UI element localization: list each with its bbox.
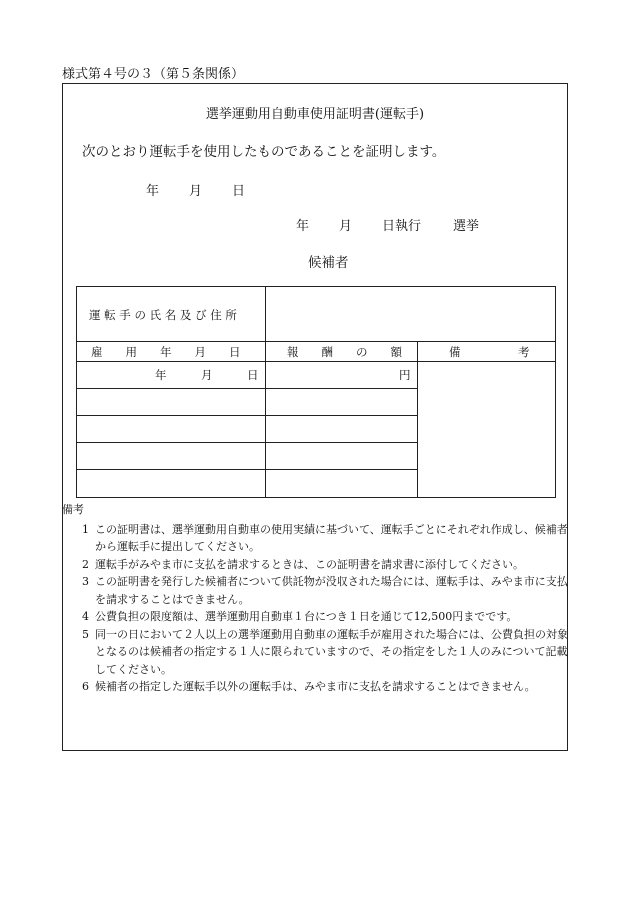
- table-rule: [77, 415, 417, 416]
- note-item: 5 同一の日において２人以上の選挙運動用自動車の運転手が雇用された場合には、公費負担の対象となるのは候補者の指定する１人に限られていますので、その指定をした１人のみについて記載してください。: [82, 627, 568, 676]
- note-item: 2 運転手がみやま市に支払を請求するときは、この証明書を請求書に添付してください。: [82, 557, 524, 571]
- notes-heading: 備考: [62, 503, 84, 516]
- driver-table: [76, 286, 556, 498]
- issue-date-line: [146, 180, 245, 199]
- employment-date-header: 雇 用 年 月 日: [91, 345, 241, 359]
- table-rule: [77, 361, 555, 362]
- day-label: 日: [232, 184, 246, 199]
- note-item: 1 この証明書は、選挙運動用自動車の使用実績に基づいて、運転手ごとにそれぞれ作成し、候補者から運転手に提出してください。: [82, 522, 568, 553]
- notes-section: [62, 501, 571, 696]
- table-rule: [77, 341, 555, 342]
- remarks-header: 備 考: [449, 345, 530, 359]
- note-item: 3 この証明書を発行した候補者について供託物が没収された場合には、運転手は、みやま市に支払を請求することはできません。: [82, 575, 568, 606]
- driver-name-address-label: 運 転 手 の 氏 名 及 び 住 所: [89, 308, 237, 322]
- year-label: 年: [296, 219, 310, 234]
- election-label: 選挙: [453, 219, 480, 234]
- row-day-label: 日: [247, 368, 259, 382]
- month-label: 月: [189, 184, 203, 199]
- note-item: 4 公費負担の限度額は、選挙運動用自動車１台につき１日を通じて12,500円までです。: [82, 610, 518, 623]
- certification-statement: 次のとおり運転手を使用したものであることを証明します。: [82, 144, 446, 160]
- election-date-line: [296, 215, 479, 234]
- form-number-label: 様式第４号の３（第５条関係）: [62, 67, 245, 82]
- row-yen-label: 円: [399, 368, 411, 382]
- table-rule: [77, 469, 417, 470]
- execution-day-label: 日執行: [382, 219, 422, 234]
- note-item: 6 候補者の指定した運転手以外の運転手は、みやま市に支払を請求することはできません。: [82, 680, 536, 693]
- compensation-header: 報 酬 の 額: [287, 345, 402, 359]
- table-rule: [265, 287, 266, 497]
- table-rule: [417, 341, 418, 497]
- year-label: 年: [146, 184, 160, 199]
- candidate-label: 候補者: [308, 255, 349, 271]
- table-rule: [77, 442, 417, 443]
- document-title: 選挙運動用自動車使用証明書(運転手): [205, 107, 425, 122]
- month-label: 月: [339, 219, 353, 234]
- row-year-label: 年: [155, 368, 167, 382]
- table-rule: [77, 388, 417, 389]
- row-month-label: 月: [201, 368, 213, 382]
